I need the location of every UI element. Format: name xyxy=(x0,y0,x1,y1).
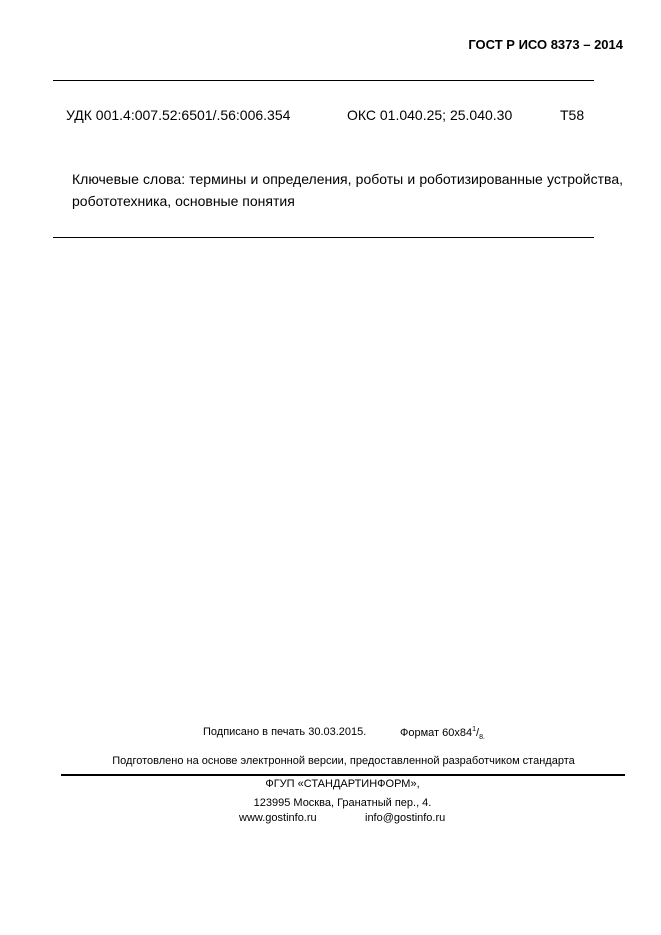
okstu-code: Т58 xyxy=(560,107,585,123)
oks-code: ОКС 01.040.25; 25.040.30 xyxy=(347,107,513,123)
top-divider xyxy=(53,80,594,81)
website-link[interactable]: www.gostinfo.ru xyxy=(239,812,317,824)
paper-format: Формат $60х84^1/_{8.}$ xyxy=(400,726,485,741)
keywords-paragraph: Ключевые слова: термины и определения, роботы и роботизированные устройства, робототехника, основные понятия xyxy=(72,171,623,209)
paper-format-denominator: 8. xyxy=(479,734,485,741)
middle-divider xyxy=(53,237,594,238)
publisher-address: 123995 Москва, Гранатный пер., 4. xyxy=(253,797,432,809)
prepared-note: Подготовлено на основе электронной версии, предоставленной разработчиком стандарта xyxy=(112,755,575,767)
paper-format-label: Формат 60х84 xyxy=(400,727,473,739)
email-link[interactable]: info@gostinfo.ru xyxy=(365,812,446,824)
signed-date: Подписано в печать 30.03.2015. xyxy=(203,726,367,738)
udk-code: УДК 001.4:007.52:6501/.56:006.354 xyxy=(66,107,291,123)
footer-divider xyxy=(61,774,625,776)
standard-code: ГОСТ Р ИСО 8373 – 2014 xyxy=(468,37,623,52)
publisher-name: ФГУП «СТАНДАРТИНФОРМ», xyxy=(265,778,420,790)
paper-format-numerator: 1 xyxy=(472,726,477,733)
